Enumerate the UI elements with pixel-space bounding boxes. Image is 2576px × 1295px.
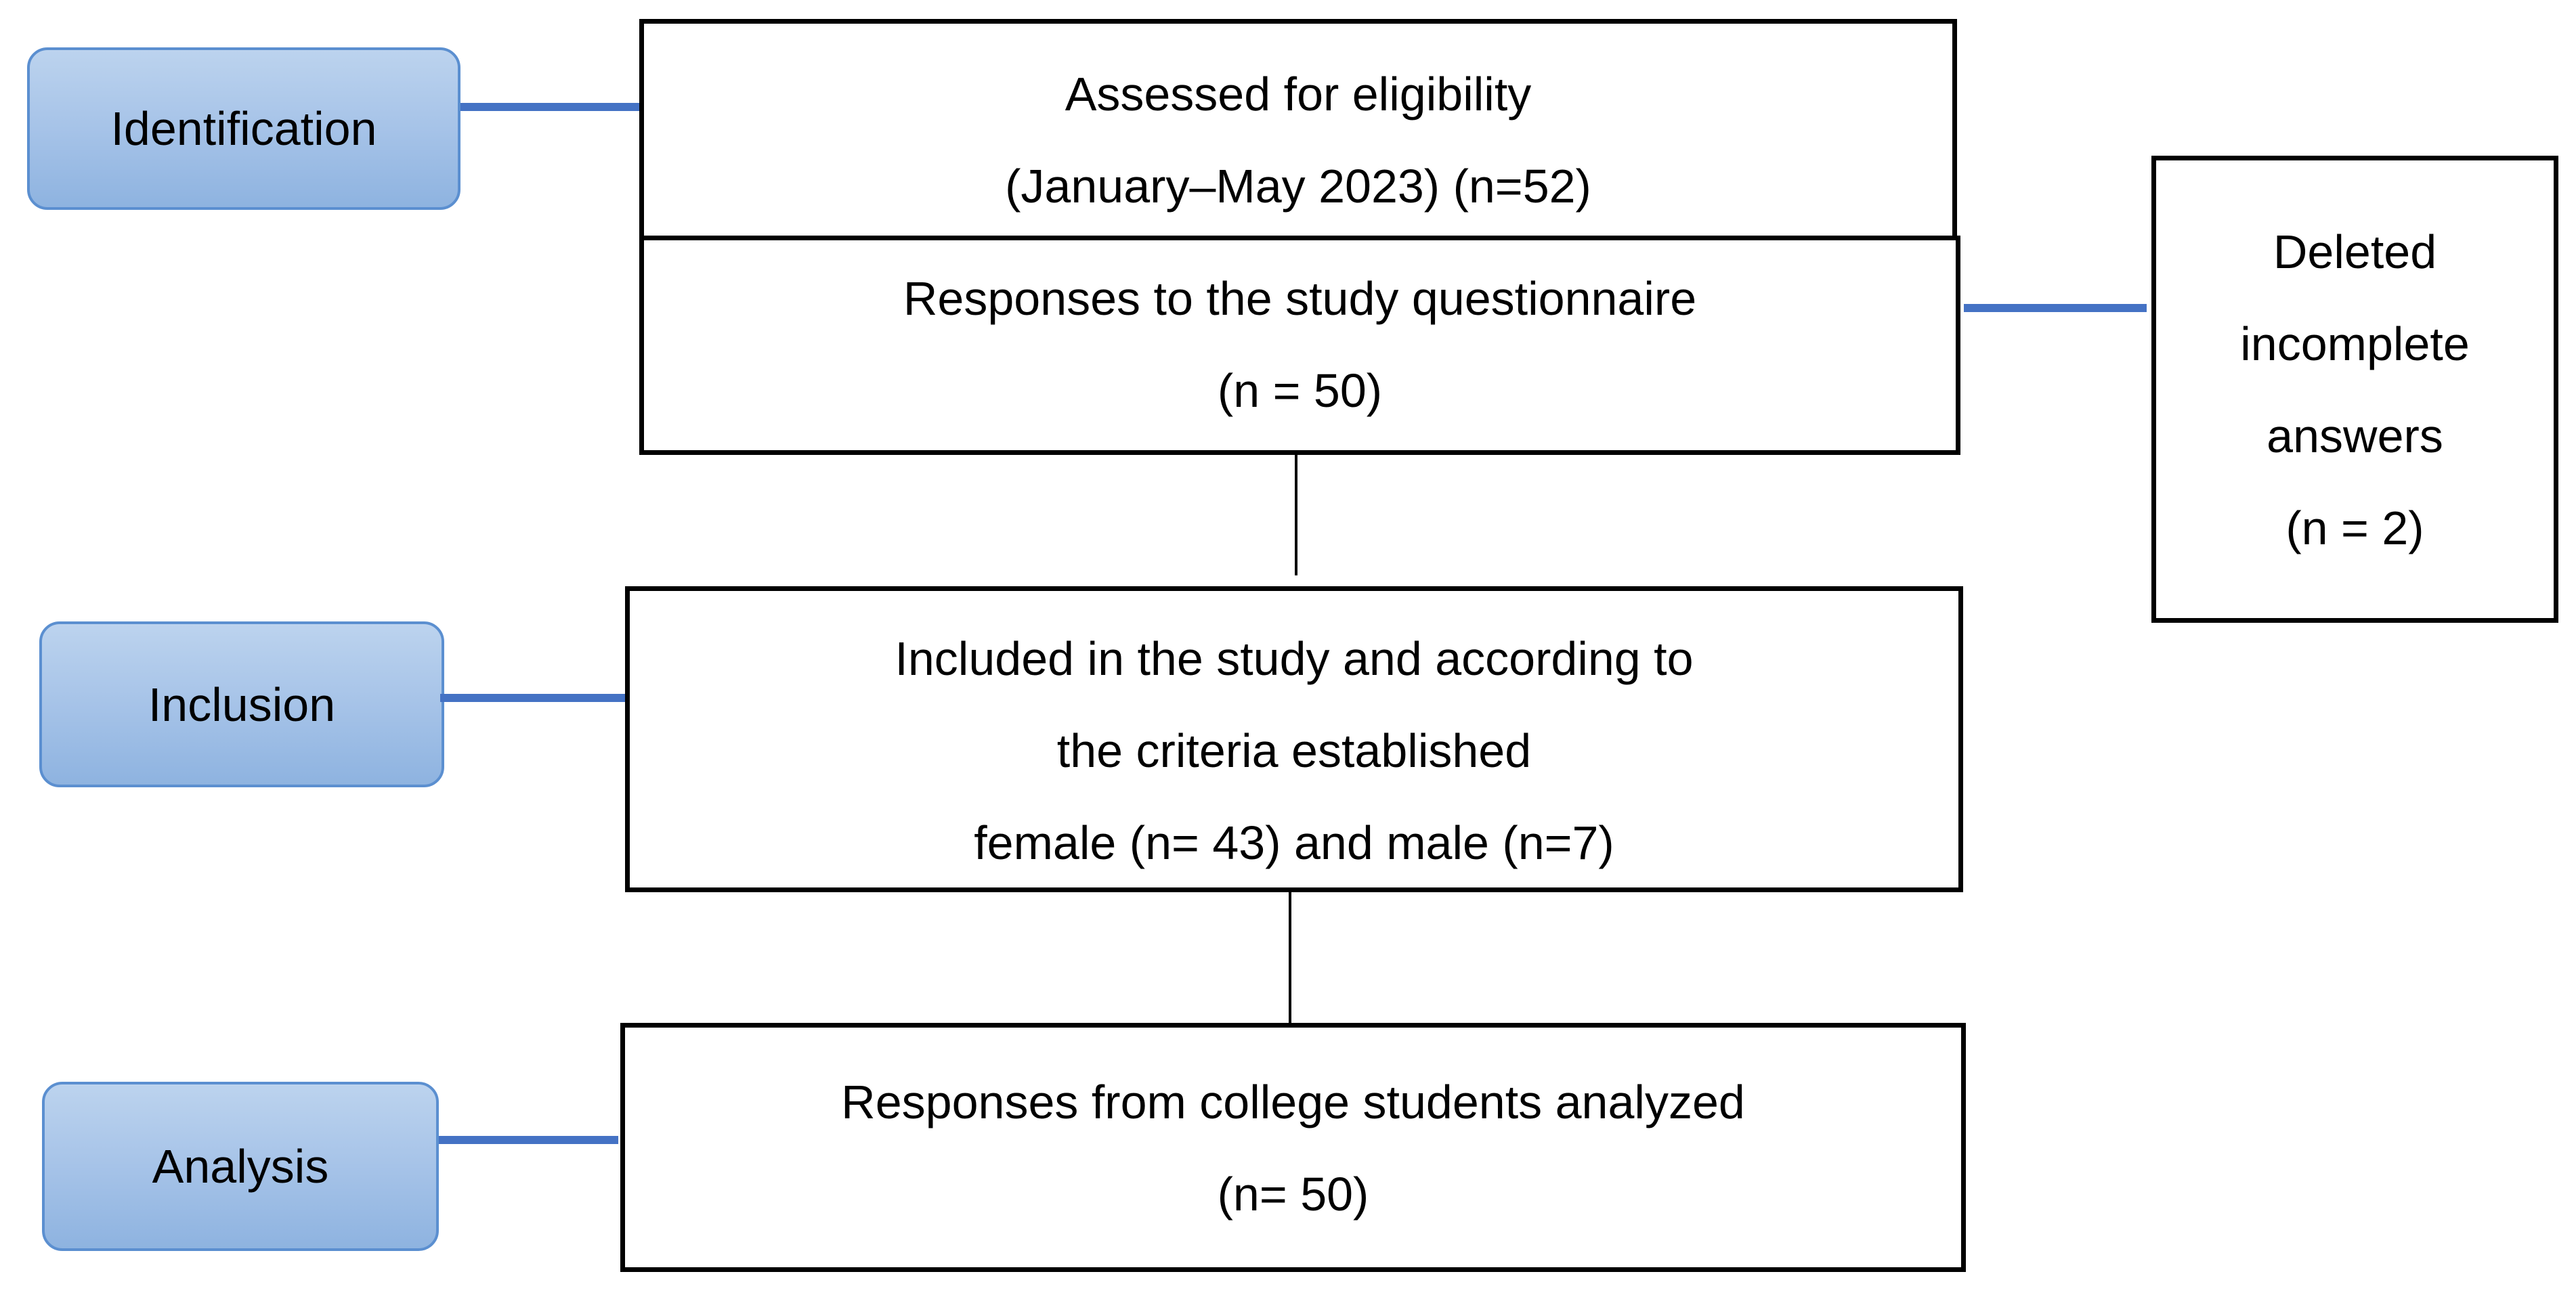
responses-box: [639, 236, 1960, 455]
deleted-line-3: answers: [2267, 410, 2443, 462]
included-line-2: the criteria established: [1056, 724, 1532, 777]
analyzed-line-2: (n= 50): [1217, 1168, 1369, 1221]
included-box: [625, 586, 1963, 892]
included-line-1: Included in the study and according to: [895, 632, 1694, 685]
deleted-line-2: incomplete: [2240, 317, 2470, 370]
connector-responses-to-included: [1295, 447, 1297, 575]
connector-included-to-analyzed: [1289, 890, 1291, 1024]
deleted-line-4: (n = 2): [2285, 502, 2424, 554]
assessed-box: [639, 19, 1957, 241]
connector-identification: [460, 103, 640, 111]
stage-inclusion: [39, 621, 444, 787]
responses-line-1: Responses to the study questionnaire: [903, 272, 1697, 325]
stage-identification: [27, 47, 460, 210]
stage-analysis: [42, 1082, 439, 1251]
stage-inclusion-label: Inclusion: [148, 678, 336, 731]
connector-deleted: [1964, 304, 2147, 312]
analyzed-box: [620, 1023, 1966, 1272]
connector-analysis: [439, 1136, 618, 1144]
stage-identification-label: Identification: [110, 102, 377, 155]
deleted-line-1: Deleted: [2273, 225, 2437, 278]
included-line-3: female (n= 43) and male (n=7): [974, 816, 1614, 869]
responses-line-2: (n = 50): [1217, 364, 1383, 417]
analyzed-line-1: Responses from college students analyzed: [841, 1076, 1745, 1128]
connector-inclusion: [440, 694, 626, 702]
deleted-box: [2151, 156, 2558, 623]
assessed-line-1: Assessed for eligibility: [1065, 68, 1532, 120]
stage-analysis-label: Analysis: [152, 1140, 329, 1193]
assessed-line-2: (January–May 2023) (n=52): [1005, 160, 1591, 213]
